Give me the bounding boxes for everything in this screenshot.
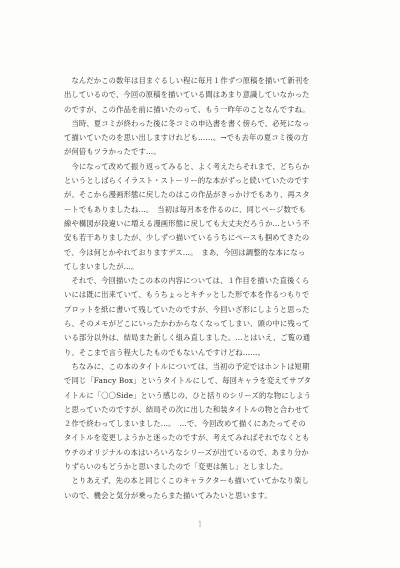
paragraph	[64, 274, 347, 360]
text-line: 安も若干ありましたが、少しずつ描いているうちにペースも掴めてきたの	[64, 233, 310, 243]
paragraph	[64, 360, 347, 474]
paragraph	[64, 117, 347, 160]
text-line: なんだかこの数年は目まぐるしい程に毎月１作ずつ原稿を描いて新刊を	[64, 76, 310, 85]
text-line: 線や構図が段違いに増える漫画形態に戻しても大丈夫だろうか…という不	[64, 218, 310, 228]
text-line: り、そこまで言う程大したものでもないんですけどね……。	[64, 347, 266, 357]
text-line: ウチのオリジナルの本はいろいろなシリーズが出ているので、あまり分か	[64, 447, 309, 457]
paragraph	[64, 74, 347, 117]
text-line: とりあえず、先の本と同じくこのキャラクターも描いていてかなり楽し	[64, 476, 310, 486]
text-line: のですが、この作品を前に描いたのって、もう一昨年のことなんですね。	[64, 104, 310, 114]
text-line: それで、今回描いたこの本の内容については、１作目を描いた直後くら	[64, 276, 310, 286]
text-line: で同じ「Fancy Box」というタイトルにして、毎回キャラを変えてサブタ	[64, 376, 312, 386]
text-line: ら、そのメモがどこにいったかわからなくなってしまい、頭の中に残って	[64, 319, 310, 329]
text-line: 当時、夏コミが終わった後に冬コミの申込書を書く傍らで、必死になっ	[64, 118, 310, 128]
text-line: イトルに「〇〇Side」という感じの、ひと括りのシリーズ的な物にしよう	[64, 390, 312, 400]
text-line: で、今は何とかやれておりますデス…。 まあ、今回は調整的な本になっ	[64, 247, 306, 257]
text-line: て描いていたのを思い出しますけれども……。→でも去年の夏コミ後の方	[64, 133, 309, 143]
paragraph	[64, 474, 347, 503]
text-line: いる部分以外は、結局また新しく組み直しました。…とはいえ、ご覧の通	[64, 333, 311, 343]
text-line: ２作で終わってしまいました…。 …で、今回改めて描くにあたってその	[64, 419, 306, 429]
text-line: というとしばらくイラスト・ストーリー的な本がずっと続いていたのです	[64, 176, 310, 186]
text-line: タイトルを変更しようかと迷ったのですが、考えてみればそれでなくとも	[64, 433, 310, 443]
text-line: プロットを紙に書いて残していたのですが、今回いざ形にしようと思った	[64, 304, 310, 314]
text-line: ちなみに、この本のタイトルについては、当初の予定ではホントは短期	[64, 361, 310, 371]
text-line: が、そこから漫画形態に戻したのはこの作品がきっかけでもあり、再スタ	[64, 190, 310, 200]
paragraph	[64, 160, 347, 274]
text-line: 出しているので、今回の原稿を描いている間はあまり意識していなかった	[64, 90, 310, 100]
text-line: ートでもありましたね…。 当初は毎月本を作るのに、同じページ数でも	[64, 204, 306, 214]
text-line: りずらいのもどうかと思いましたので「変更は無し」としました。	[64, 462, 288, 472]
page-number: 1	[197, 520, 203, 529]
text-line: いので、機会と気分が乗ったらまた描いてみたいと思います。	[64, 490, 272, 500]
text-line: が何倍もツラかったです…。	[64, 147, 161, 157]
text-line: と思っていたのですが、結局その次に出した和装タイトルの物と合わせて	[64, 404, 310, 414]
text-line: いには既に出来ていて、もうちょっとキチッとした形で本を作るつもりで	[64, 290, 310, 300]
text-line: てしまいましたが…。	[64, 261, 139, 271]
text-line: 今になって改めて振り返ってみると、よく考えたらそれまで、どちらか	[64, 161, 310, 171]
afterword-text	[64, 74, 347, 503]
